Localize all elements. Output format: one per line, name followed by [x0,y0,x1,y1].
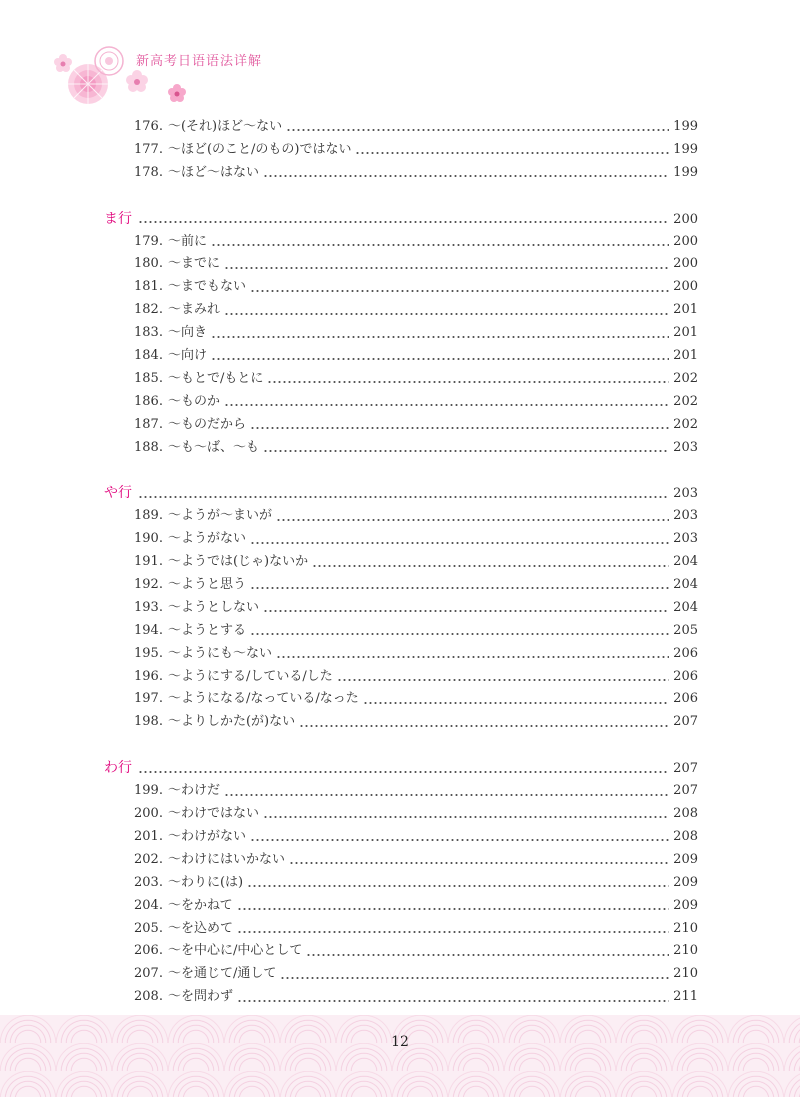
dot-leader [355,151,669,155]
dot-leader [267,380,669,384]
entry-title: ～ものか [167,393,220,409]
entry-title: ～ようが～まいが [167,508,272,524]
entry-number: 201. [134,828,163,844]
entry-number: 204. [134,897,163,913]
page-ref: 202 [673,416,698,432]
entry-number: 189. [134,508,163,524]
entry-title: ～を込めて [167,920,233,936]
entry-title: ～を中心に/中心として [167,943,303,959]
plum-blossom-icon [126,70,148,92]
toc-entry[interactable] [104,414,698,437]
entry-title: ～ようとする [167,622,246,638]
entry-title: ～わけだ [167,783,220,799]
dot-leader [237,907,670,911]
toc-entry[interactable] [104,918,698,941]
dot-leader [250,426,669,430]
dot-leader [211,335,669,339]
dot-leader [280,976,669,980]
page-ref: 200 [673,233,698,249]
toc-entry[interactable] [104,826,698,849]
dot-leader [138,220,669,224]
dot-leader [263,609,669,613]
page-ref: 210 [673,966,698,982]
book-title: 新高考日语语法详解 [136,54,263,69]
toc-entry[interactable] [104,986,698,1009]
entry-number: 203. [134,874,163,890]
toc-entry[interactable] [104,345,698,368]
entry-number: 200. [134,806,163,822]
entry-number: 181. [134,279,163,295]
page-ref: 208 [673,828,698,844]
dot-leader [224,403,669,407]
entry-number: 202. [134,851,163,867]
entry-number: 199. [134,783,163,799]
dot-leader [224,312,669,316]
entry-title: ～をかねて [167,897,233,913]
page-ref: 205 [673,622,698,638]
entry-title: ～ようとしない [167,599,259,615]
entry-title: ～ようと思う [167,577,246,593]
toc-entry[interactable] [104,505,698,528]
entry-number: 184. [134,348,163,364]
page-ref: 201 [673,348,698,364]
entry-number: 206. [134,943,163,959]
toc-entry[interactable] [104,116,698,139]
page-ref: 209 [673,874,698,890]
entry-number: 180. [134,256,163,272]
plum-blossom-icon [54,54,72,72]
entry-title: ～までもない [167,279,246,295]
entry-number: 196. [134,668,163,684]
entry-number: 183. [134,325,163,341]
dot-leader [250,632,669,636]
entry-number: 193. [134,599,163,615]
toc-entry[interactable] [104,688,698,711]
toc-entry[interactable] [104,253,698,276]
entry-number: 177. [134,141,163,157]
section-heading-ya[interactable] [104,482,698,505]
entry-title: ～わりに(は) [167,874,244,890]
entry-number: 198. [134,714,163,730]
dot-leader [250,838,669,842]
page-ref: 199 [673,119,698,134]
entry-number: 188. [134,439,163,455]
entry-title: ～までに [167,256,220,272]
page-ref: 209 [673,897,698,913]
section-label: や行 [104,485,132,502]
toc-entry[interactable] [104,551,698,574]
entry-title: ～わけがない [167,828,246,844]
page-ref: 208 [673,806,698,822]
section-label: わ行 [104,760,132,777]
dot-leader [237,930,669,934]
section-label: ま行 [104,210,132,227]
toc-entry[interactable] [104,597,698,620]
entry-number: 185. [134,370,163,386]
page-ref: 203 [673,508,698,524]
page-ref: 204 [673,554,698,570]
dot-leader [286,128,669,132]
page-ref: 210 [673,920,698,936]
page-ref: 201 [673,325,698,341]
dot-leader [211,243,669,247]
entry-title: ～まみれ [167,302,220,318]
page-ref: 199 [673,141,698,157]
entry-title: ～ようがない [167,531,246,547]
page-ref: 206 [673,645,698,661]
toc-entry[interactable] [104,643,698,666]
page-ref: 209 [673,851,698,867]
entry-title: ～わけではない [167,806,259,822]
dot-leader [224,793,669,797]
toc-entry[interactable] [104,803,698,826]
toc-entry[interactable] [104,322,698,345]
page-ref: 202 [673,393,698,409]
toc-entry[interactable] [104,963,698,986]
entry-number: 205. [134,920,163,936]
toc-entry[interactable] [104,780,698,803]
toc-entry[interactable] [104,940,698,963]
page-ref: 199 [673,164,698,180]
toc-entry[interactable] [104,528,698,551]
toc-entry[interactable] [104,368,698,391]
entry-title: ～を問わず [167,989,233,1005]
entry-title: ～よりしかた(が)ない [167,714,296,730]
page-ref: 200 [673,256,698,272]
toc-entry[interactable] [104,574,698,597]
page-ref: 207 [673,714,698,730]
section-heading-ma[interactable] [104,208,698,231]
dot-leader [138,770,669,774]
toc-entry[interactable] [104,299,698,322]
page-ref: 204 [673,599,698,615]
page-ref: 200 [673,211,698,227]
page-ref: 203 [673,439,698,455]
toc-entry[interactable] [104,620,698,643]
dot-leader [337,678,669,682]
dot-leader [276,655,669,659]
toc-entry[interactable] [104,872,698,895]
dot-leader [250,541,669,545]
entry-title: ～も～ば、～も [167,439,259,455]
dot-leader [276,518,669,522]
dot-leader [306,953,669,957]
entry-title: ～向け [167,348,207,364]
toc-entry[interactable] [104,276,698,299]
entry-title: ～もとで/もとに [167,370,264,386]
entry-title: ～向き [167,325,207,341]
toc-entry[interactable] [104,437,698,460]
plum-blossom-icon [168,84,186,102]
entry-number: 190. [134,531,163,547]
page-ref: 206 [673,691,698,707]
entry-number: 208. [134,989,163,1005]
entry-title: ～を通じて/通して [167,966,277,982]
entry-title: ～ようにする/している/した [167,668,333,684]
entry-title: ～(それ)ほど～ない [167,119,283,134]
entry-title: ～ようでは(じゃ)ないか [167,554,309,570]
dot-leader [312,564,669,568]
entry-title: ～ようになる/なっている/なった [167,691,359,707]
toc-entry[interactable] [104,162,698,185]
page-number: 12 [391,1034,409,1050]
page-ref: 207 [673,761,698,777]
dot-leader [237,999,669,1003]
entry-title: ～ようにも～ない [167,645,272,661]
dot-leader [299,724,669,728]
dot-leader [250,289,669,293]
toc-entry[interactable] [104,711,698,734]
entry-number: 195. [134,645,163,661]
entry-number: 192. [134,577,163,593]
toc-entry[interactable] [104,139,698,162]
page-ref: 203 [673,531,698,547]
page-ref: 206 [673,668,698,684]
entry-number: 191. [134,554,163,570]
page-ref: 211 [673,989,698,1005]
page-ref: 203 [673,486,698,502]
toc-entry[interactable] [104,231,698,254]
page-ref: 204 [673,577,698,593]
page-ref: 210 [673,943,698,959]
entry-number: 187. [134,416,163,432]
toc-entry[interactable] [104,849,698,872]
page-ref: 200 [673,279,698,295]
toc-entry[interactable] [104,895,698,918]
dot-leader [263,815,669,819]
dot-leader [263,174,669,178]
entry-number: 207. [134,966,163,982]
entry-number: 182. [134,302,163,318]
table-of-contents [104,116,698,1009]
entry-title: ～前に [167,233,207,249]
dot-leader [250,586,669,590]
page-ref: 201 [673,302,698,318]
toc-entry[interactable] [104,666,698,689]
dot-leader [138,495,669,499]
dot-leader [211,357,669,361]
dot-leader [247,884,669,888]
dot-leader [224,266,669,270]
entry-number: 178. [134,164,163,180]
section-heading-wa[interactable] [104,757,698,780]
entry-number: 194. [134,622,163,638]
entry-title: ～ほど(のこと/のもの)ではない [167,141,352,157]
entry-number: 186. [134,393,163,409]
entry-title: ～ものだから [167,416,246,432]
entry-title: ～わけにはいかない [167,851,285,867]
toc-entry[interactable] [104,391,698,414]
daisy-icon [94,46,124,76]
dot-leader [289,861,669,865]
entry-number: 197. [134,691,163,707]
entry-title: ～ほど～はない [167,164,259,180]
dot-leader [363,701,669,705]
entry-number: 179. [134,233,163,249]
wave-pattern-footer [0,1015,800,1097]
entry-number: 176. [134,119,163,134]
page-ref: 202 [673,370,698,386]
dot-leader [263,449,669,453]
page-ref: 207 [673,783,698,799]
